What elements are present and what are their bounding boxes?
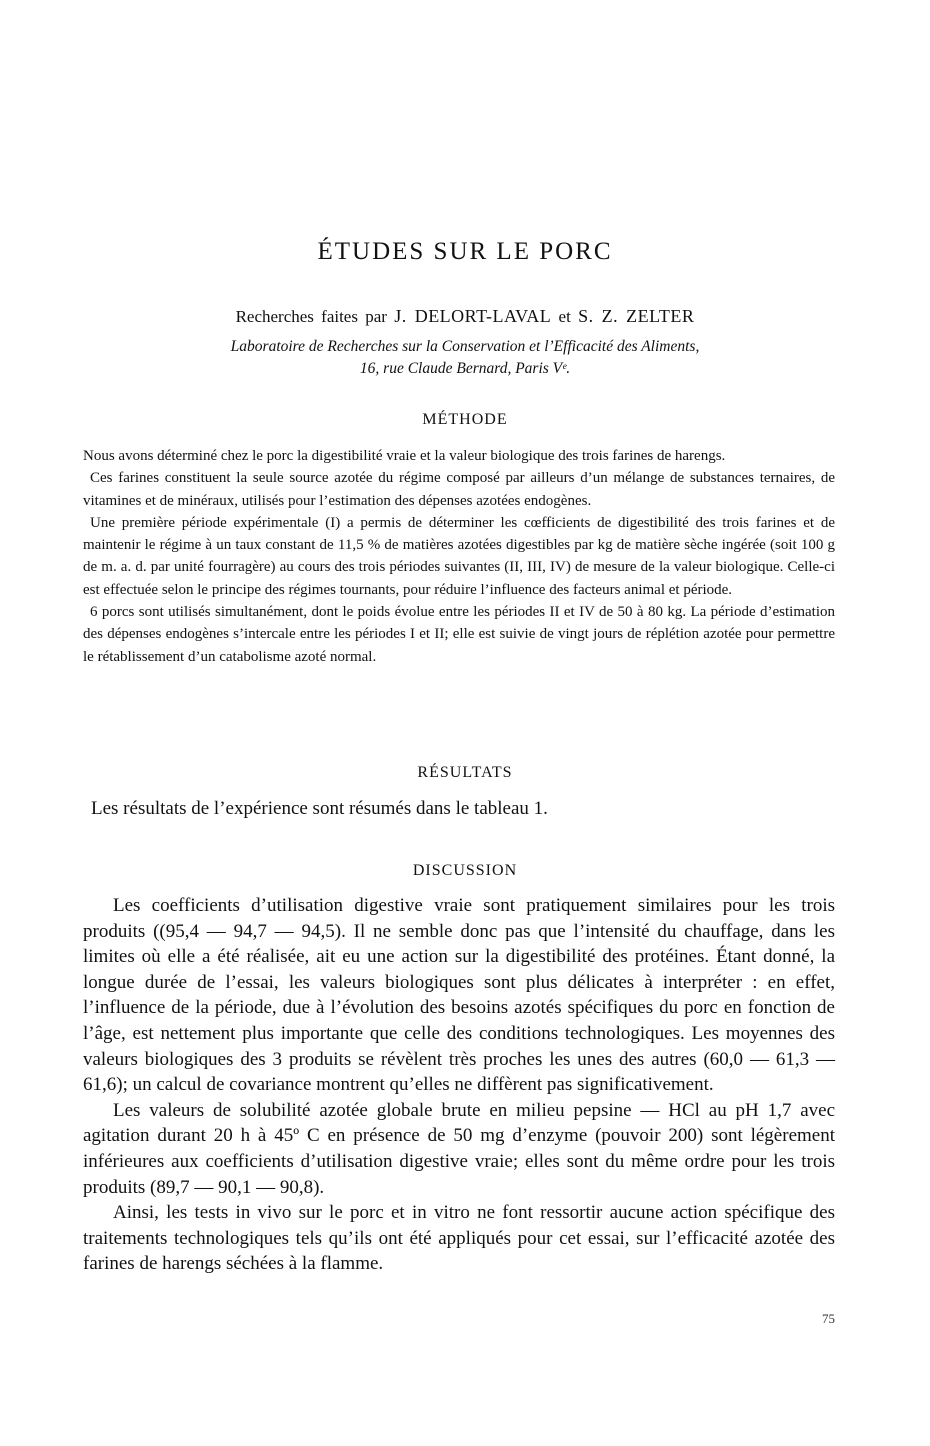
methode-paragraph-1: Nous avons déterminé chez le porc la digestibilité vraie et la valeur biologique des trois farines de harengs. <box>83 448 726 464</box>
methode-paragraph-4: 6 porcs sont utilisés simultanément, dont le poids évolue entre les périodes II et IV de 50 à 80 kg. La période d’estimation des dépenses endogènes s’intercale entre les périodes I et II; elle est suivie de vingt jours de réplétion azotée pour permettre le rétablissement d’un catabolisme azoté normal. <box>83 604 835 665</box>
discussion-paragraph-1: Les coefficients d’utilisation digestive vraie sont pratiquement similaires pour les trois produits ((95,4 — 94,7 — 94,5). Il ne semble donc pas que l’intensité du chauffage, dans les limites où elle a été réalisée, ait eu une action sur la digestibilité des protéines. Étant donné, la longue durée de l’essai, les valeurs biologiques sont plus délicates à interpréter : en effet, l’influence de la période, due à l’évolution des besoins azotés spécifiques du porc en fonction de l’âge, est nettement plus importante que celle des conditions technologiques. Les moyennes des valeurs biologiques des 3 produits se révèlent très proches les unes des autres (60,0 — 61,3 — 61,6); un calcul de covariance montrent qu’elles ne diffèrent pas significativement. <box>83 895 835 1096</box>
article-title: ÉTUDES SUR LE PORC <box>317 238 613 265</box>
author-line <box>0 306 930 327</box>
discussion-paragraph-2: Les valeurs de solubilité azotée globale brute en milieu pepsine — HCl au pH 1,7 avec agitation durant 20 h à 45º C en présence de 50 mg d’enzyme (pouvoir 200) sont légèrement inférieures aux coefficients d’utilisation digestive vraie; elles sont du même ordre pour les trois produits (89,7 — 90,1 — 90,8). <box>83 1099 835 1198</box>
methode-paragraph-2: Ces farines constituent la seule source azotée du régime composé par ailleurs d’un mélange de substances ternaires, de vitamines et de minéraux, utilisés pour l’estimation des dépenses azotées endogènes. <box>83 470 835 509</box>
affiliation <box>0 336 930 380</box>
affiliation-line-2: 16, rue Claude Bernard, Paris Vᵉ. <box>359 360 571 377</box>
resultats-paragraph-1: Les résultats de l’expérience sont résumés dans le tableau 1. <box>91 798 548 819</box>
author-1: J. DELORT-LAVAL <box>394 306 552 326</box>
authors-conjunction: et <box>558 307 571 326</box>
affiliation-line-1: Laboratoire de Recherches sur la Conservation et l’Efficacité des Aliments, <box>230 338 700 355</box>
section-heading-discussion: DISCUSSION <box>412 862 518 879</box>
resultats-body <box>83 796 835 822</box>
section-heading-methode: MÉTHODE <box>422 411 508 428</box>
discussion-body <box>83 893 835 1277</box>
authors-prefix: Recherches faites par <box>235 307 387 326</box>
author-2: S. Z. ZELTER <box>578 306 695 326</box>
discussion-paragraph-3: Ainsi, les tests in vivo sur le porc et in vitro ne font ressortir aucune action spécifique des traitements technologiques tels qu’ils ont été appliqués pour cet essai, sur l’efficacité azotée des farines de harengs séchées à la flamme. <box>83 1202 835 1275</box>
methode-paragraph-3: Une première période expérimentale (I) a permis de déterminer les cœfficients de digestibilité des trois farines et de maintenir le régime à un taux constant de 11,5 % de matières azotées digestibles par kg de matière sèche ingérée (soit 100 g de m. a. d. par unité fourragère) au cours des trois périodes suivantes (II, III, IV) de mesure de la valeur biologique. Celle-ci est effectuée selon le principe des régimes tournants, pour réduire l’influence des facteurs animal et période. <box>83 514 835 598</box>
section-heading-resultats: RÉSULTATS <box>417 764 513 781</box>
methode-body <box>83 445 835 668</box>
page-number: 75 <box>822 1311 835 1326</box>
